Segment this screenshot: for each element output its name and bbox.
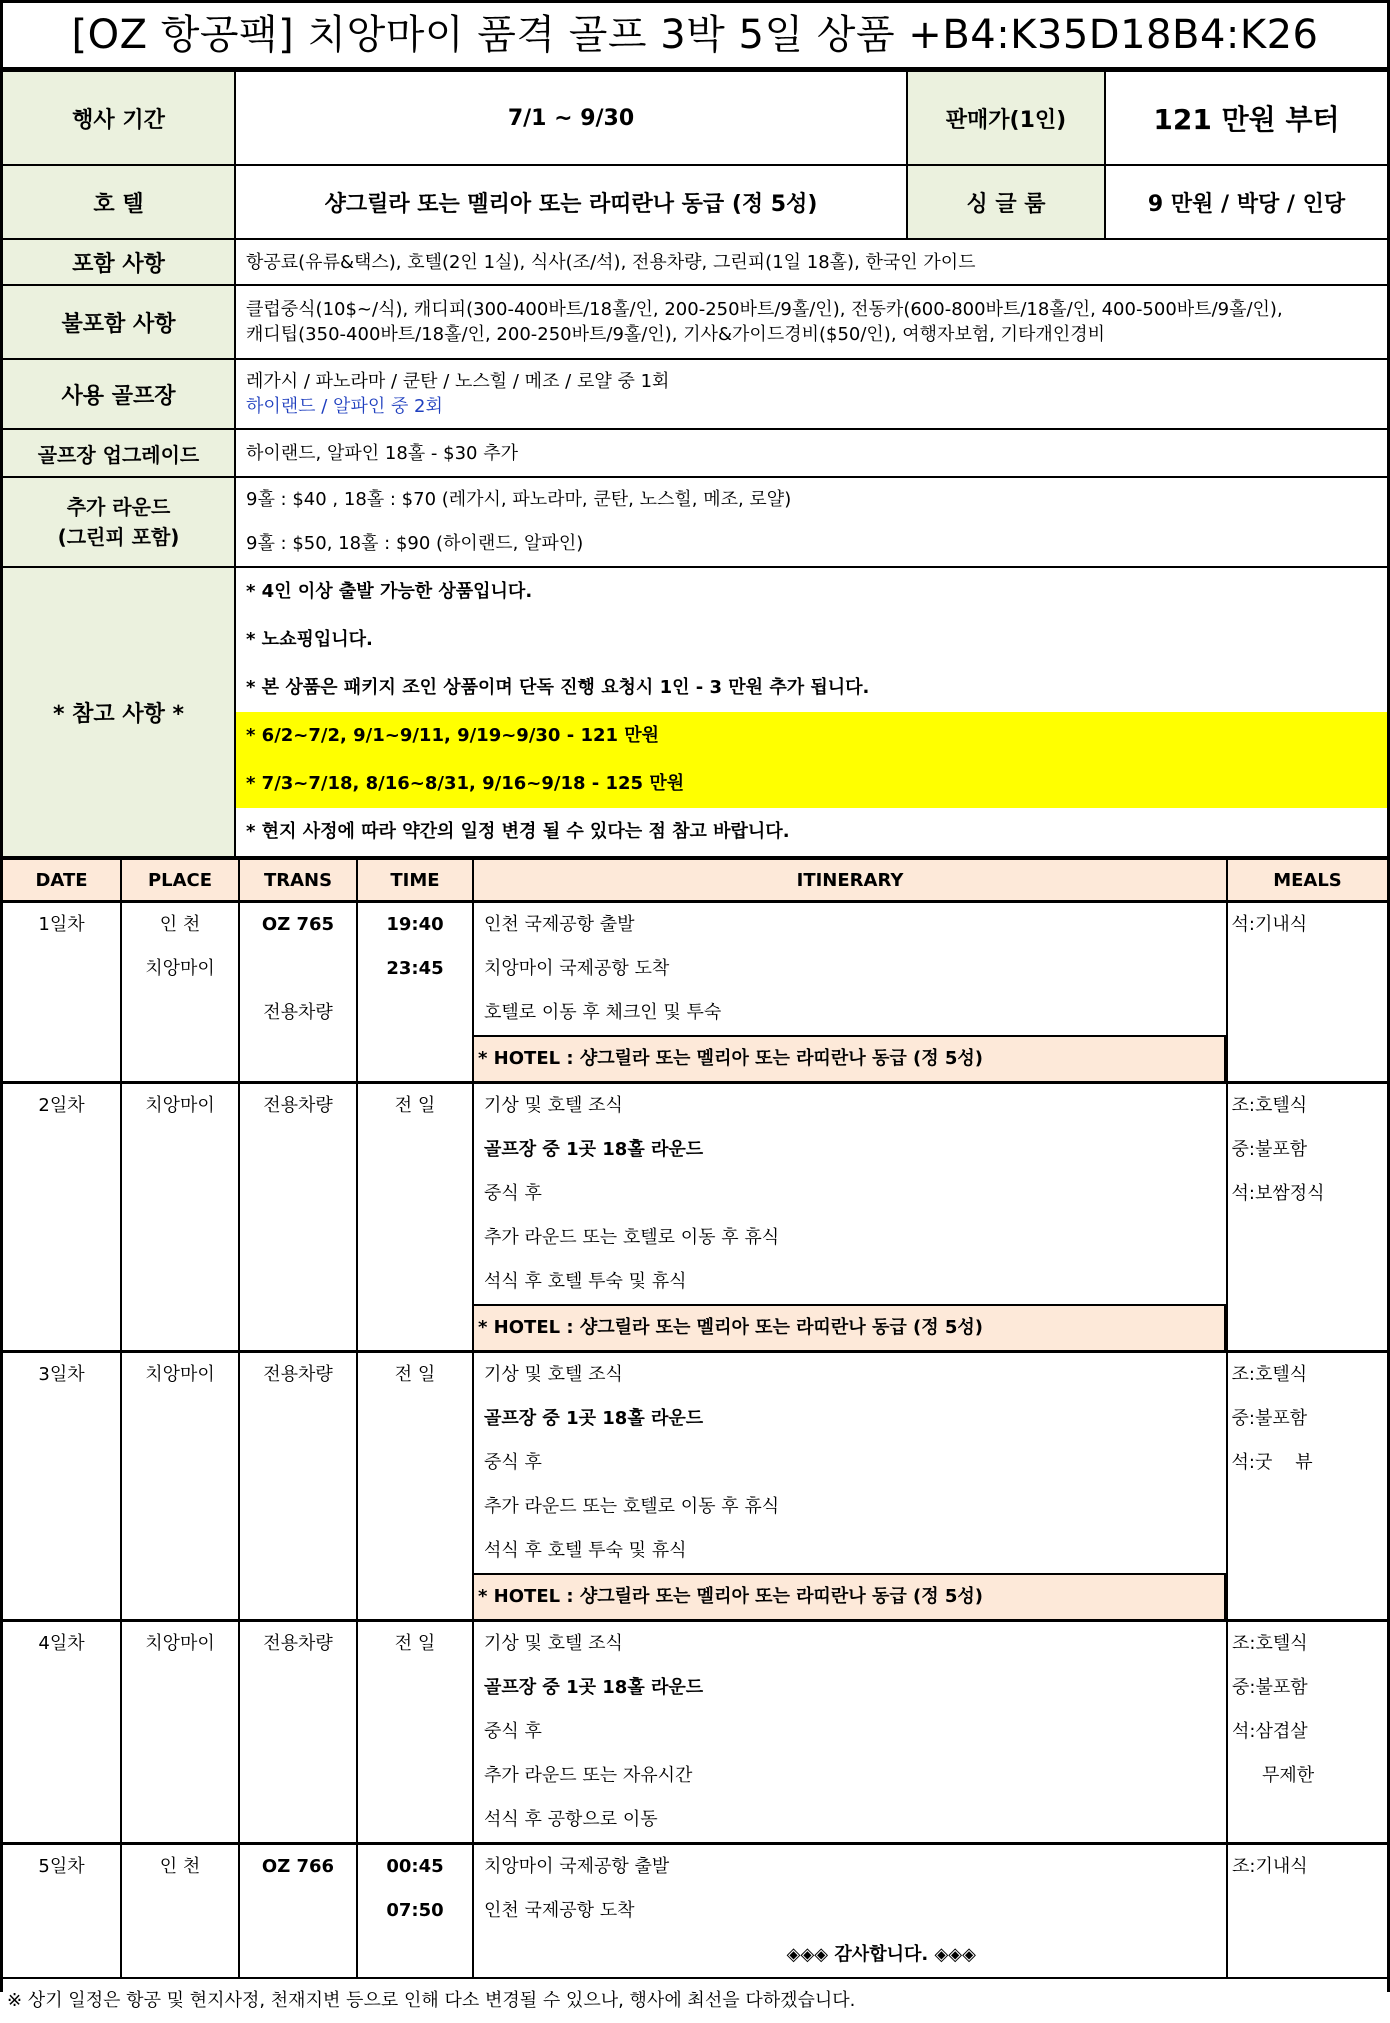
excluded-line-2: 캐디팁(350-400바트/18홀/인, 200-250바트/9홀/인), 기사&가이드경비($50/인), 여행자보험, 기타개인경비 xyxy=(246,324,1105,345)
day-time: 전 일 xyxy=(357,1352,473,1621)
note-item: * 현지 사정에 따라 약간의 일정 변경 될 수 있다는 점 참고 바랍니다. xyxy=(246,821,790,842)
meal-item: 석:삼겹살 xyxy=(1232,1721,1308,1742)
courses-line-1: 레가시 / 파노라마 / 쿤탄 / 노스힐 / 메조 / 로얄 중 1회 xyxy=(246,371,670,392)
itinerary-header-row xyxy=(3,859,1387,902)
price-value: 121 만원 부터 xyxy=(1105,71,1387,165)
excluded-row xyxy=(3,285,1387,359)
day-itinerary xyxy=(473,1844,1227,1978)
hotel-label: 호 텔 xyxy=(3,165,235,239)
header-place: PLACE xyxy=(121,859,239,902)
day-meals xyxy=(1227,1844,1387,1978)
note-item: * 노쇼핑입니다. xyxy=(246,629,373,650)
upgrade-value: 하이랜드, 알파인 18홀 - $30 추가 xyxy=(235,429,1387,477)
single-room-label: 싱 글 룸 xyxy=(907,165,1105,239)
day-trans: OZ 765 전용차량 xyxy=(239,902,357,1083)
itinerary-item: 중식 후 xyxy=(484,1183,542,1204)
meal-item: 중:불포함 xyxy=(1231,1139,1308,1160)
meal-item: 석:기내식 xyxy=(1231,914,1308,935)
day-place: 인 천 xyxy=(121,1844,239,1978)
day-trans: 전용차량 xyxy=(239,1352,357,1621)
itinerary-item: 기상 및 호텔 조식 xyxy=(484,1095,623,1116)
header-meals: MEALS xyxy=(1227,859,1387,902)
period-row xyxy=(3,71,1387,165)
day-5-row xyxy=(3,1844,1387,1978)
header-itinerary: ITINERARY xyxy=(473,859,1227,902)
meal-item: 조:호텔식 xyxy=(1231,1095,1308,1116)
day-trans: 전용차량 xyxy=(239,1621,357,1844)
day-itinerary xyxy=(473,902,1387,1083)
itinerary-item: 추가 라운드 또는 호텔로 이동 후 휴식 xyxy=(484,1496,780,1517)
included-row xyxy=(3,239,1387,285)
itinerary-item: 석식 후 호텔 투숙 및 휴식 xyxy=(484,1540,687,1561)
single-room-value: 9 만원 / 박당 / 인당 xyxy=(1105,165,1387,239)
courses-label: 사용 골프장 xyxy=(3,359,235,429)
day-3-row xyxy=(3,1352,1387,1621)
itinerary-item: 석식 후 호텔 투숙 및 휴식 xyxy=(484,1271,687,1292)
day-time: 전 일 xyxy=(357,1621,473,1844)
itinerary-item: 치앙마이 국제공항 도착 xyxy=(484,958,670,979)
itinerary-item: 석식 후 공항으로 이동 xyxy=(484,1809,658,1830)
note-item: * 본 상품은 패키지 조인 상품이며 단독 진행 요청시 1인 - 3 만원 추가 됩니다. xyxy=(246,677,870,698)
day-meals xyxy=(1227,1621,1387,1844)
day-date: 4일차 xyxy=(3,1621,121,1844)
day-trans: OZ 766 xyxy=(239,1844,357,1978)
itinerary-item: 중식 후 xyxy=(484,1721,542,1742)
itinerary-table xyxy=(3,858,1387,1977)
note-item: * 4인 이상 출발 가능한 상품입니다. xyxy=(246,581,533,602)
day-place: 치앙마이 xyxy=(121,1352,239,1621)
itinerary-item: 중식 후 xyxy=(484,1452,542,1473)
notes-label: * 참고 사항 * xyxy=(3,567,235,857)
upgrade-row xyxy=(3,429,1387,477)
thanks-message: ◈◈◈ 감사합니다. ◈◈◈ xyxy=(786,1944,976,1965)
day-date: 3일차 xyxy=(3,1352,121,1621)
hotel-line: * HOTEL : 샹그릴라 또는 멜리아 또는 라띠란나 동급 (정 5성) xyxy=(474,1573,1226,1619)
period-label: 행사 기간 xyxy=(3,71,235,165)
itinerary-item: 기상 및 호텔 조식 xyxy=(484,1633,623,1654)
day-itinerary xyxy=(473,1352,1387,1621)
courses-value xyxy=(235,359,1387,429)
hotel-row xyxy=(3,165,1387,239)
itinerary-item: 치앙마이 국제공항 출발 xyxy=(484,1856,670,1877)
itinerary-item: 골프장 중 1곳 18홀 라운드 xyxy=(484,1139,704,1160)
extra-round-value xyxy=(235,477,1387,567)
excluded-line-1: 클럽중식(10$~/식), 캐디피(300-400바트/18홀/인, 200-250바트/9홀/인), 전동카(600-800바트/18홀/인, 400-500바트/9홀/인), xyxy=(246,299,1283,320)
day-place: 치앙마이 xyxy=(121,1621,239,1844)
period-value: 7/1 ~ 9/30 xyxy=(235,71,907,165)
itinerary-item: 인천 국제공항 도착 xyxy=(484,1900,635,1921)
day-date: 2일차 xyxy=(3,1083,121,1352)
day-place: 인 천 치앙마이 xyxy=(121,902,239,1083)
day-time: 전 일 xyxy=(357,1083,473,1352)
meal-item: 석:굿 뷰 xyxy=(1231,1452,1313,1473)
extra-round-label: 추가 라운드 (그린피 포함) xyxy=(3,477,235,567)
excluded-value xyxy=(235,285,1387,359)
notes-list xyxy=(235,567,1387,857)
itinerary-item: 추가 라운드 또는 자유시간 xyxy=(484,1765,693,1786)
courses-row xyxy=(3,359,1387,429)
document-title: [OZ 항공팩] 치앙마이 품격 골프 3박 5일 상품 +B4:K35D18B4:K26 xyxy=(3,3,1387,70)
itinerary-item: 골프장 중 1곳 18홀 라운드 xyxy=(484,1408,704,1429)
note-price-highlight: * 6/2~7/2, 9/1~9/11, 9/19~9/30 - 121 만원 xyxy=(236,712,1387,760)
extra-round-line-2: 9홀 : $50, 18홀 : $90 (하이랜드, 알파인) xyxy=(246,533,584,554)
footer-note: ※ 상기 일정은 항공 및 현지사정, 천재지변 등으로 인해 다소 변경될 수 있으나, 행사에 최선을 다하겠습니다. xyxy=(3,1977,1387,2023)
day-1-row xyxy=(3,902,1387,1083)
day-place: 치앙마이 xyxy=(121,1083,239,1352)
itinerary-item: 호텔로 이동 후 체크인 및 투숙 xyxy=(484,1002,722,1023)
day-trans: 전용차량 xyxy=(239,1083,357,1352)
itinerary-item: 기상 및 호텔 조식 xyxy=(484,1364,623,1385)
meal-item: 조:호텔식 xyxy=(1232,1633,1308,1654)
included-value: 항공료(유류&택스), 호텔(2인 1실), 식사(조/석), 전용차량, 그린피(1일 18홀), 한국인 가이드 xyxy=(235,239,1387,285)
upgrade-label: 골프장 업그레이드 xyxy=(3,429,235,477)
hotel-line: * HOTEL : 샹그릴라 또는 멜리아 또는 라띠란나 동급 (정 5성) xyxy=(474,1035,1226,1081)
meal-item: 석:보쌈정식 xyxy=(1231,1183,1325,1204)
day-4-row xyxy=(3,1621,1387,1844)
header-date: DATE xyxy=(3,859,121,902)
day-date: 5일차 xyxy=(38,1856,85,1877)
day-time: 00:45 07:50 xyxy=(357,1844,473,1978)
excluded-label: 불포함 사항 xyxy=(3,285,235,359)
notes-row xyxy=(3,567,1387,857)
extra-round-line-1: 9홀 : $40 , 18홀 : $70 (레가시, 파노라마, 쿤탄, 노스힐, 메조, 로얄) xyxy=(246,489,792,510)
header-trans: TRANS xyxy=(239,859,357,902)
note-price-highlight: * 7/3~7/18, 8/16~8/31, 9/16~9/18 - 125 만원 xyxy=(236,760,1387,808)
itinerary-item: 인천 국제공항 출발 xyxy=(484,914,635,935)
day-date: 1일차 xyxy=(3,902,121,1083)
itinerary-item: 추가 라운드 또는 호텔로 이동 후 휴식 xyxy=(484,1227,780,1248)
hotel-value: 샹그릴라 또는 멜리아 또는 라띠란나 동급 (정 5성) xyxy=(235,165,907,239)
day-itinerary xyxy=(473,1621,1227,1844)
price-label: 판매가(1인) xyxy=(907,71,1105,165)
day-time: 19:40 23:45 xyxy=(357,902,473,1083)
meal-item: 조:기내식 xyxy=(1232,1856,1308,1877)
courses-line-2: 하이랜드 / 알파인 중 2회 xyxy=(246,396,443,417)
meal-item: 무제한 xyxy=(1262,1765,1315,1786)
included-label: 포함 사항 xyxy=(3,239,235,285)
itinerary-item: 골프장 중 1곳 18홀 라운드 xyxy=(484,1677,704,1698)
day-itinerary xyxy=(473,1083,1387,1352)
meal-item: 중:불포함 xyxy=(1232,1677,1308,1698)
hotel-line: * HOTEL : 샹그릴라 또는 멜리아 또는 라띠란나 동급 (정 5성) xyxy=(474,1304,1226,1350)
product-info-table xyxy=(3,70,1387,858)
header-time: TIME xyxy=(357,859,473,902)
meal-item: 중:불포함 xyxy=(1231,1408,1308,1429)
meal-item: 조:호텔식 xyxy=(1231,1364,1308,1385)
day-2-row xyxy=(3,1083,1387,1352)
extra-round-row xyxy=(3,477,1387,567)
